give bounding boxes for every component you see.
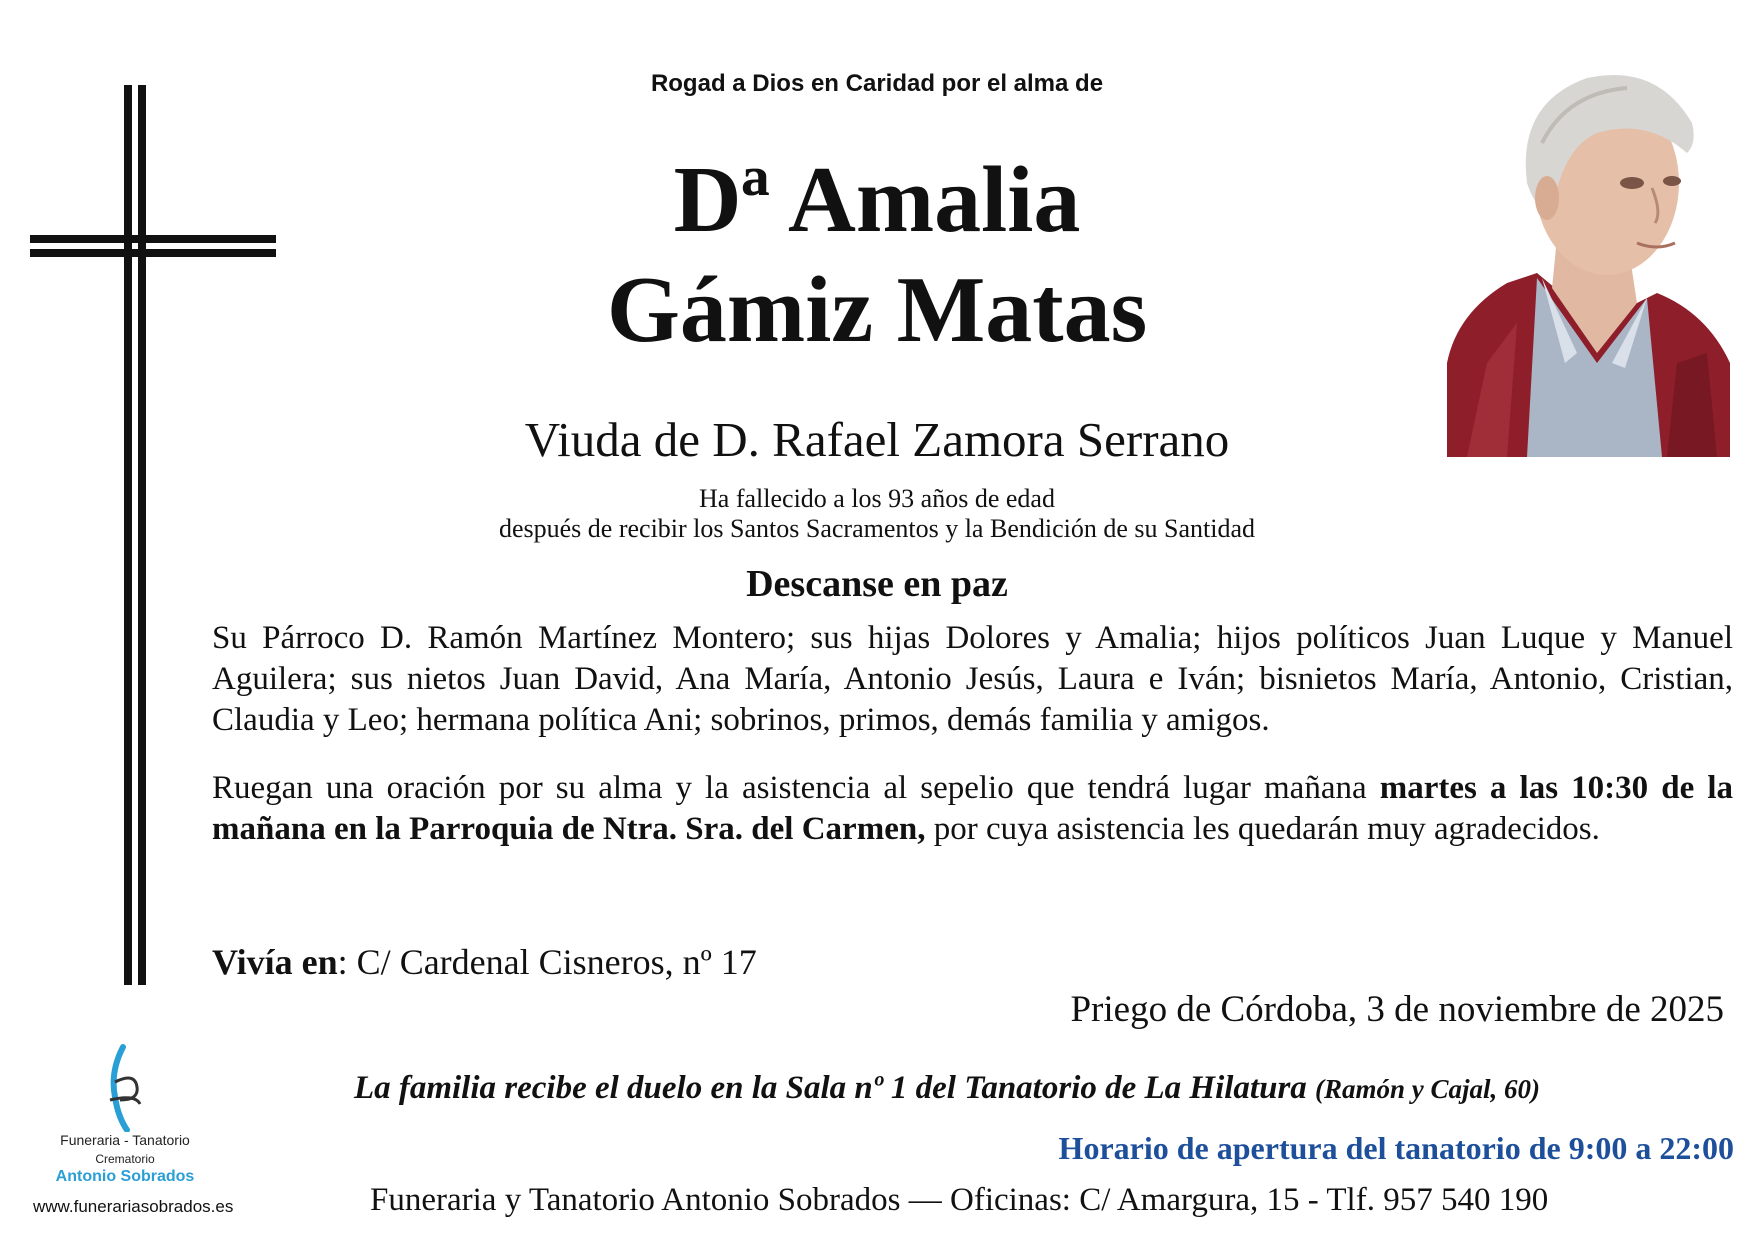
- funeral-home-logo-icon: [85, 1042, 165, 1132]
- wake-text: La familia recibe el duelo en la Sala nº 1 del Tanatorio de La Hilatura: [353, 1070, 1316, 1106]
- opening-hours: Horario de apertura del tanatorio de 9:00 a 22:00: [1058, 1130, 1734, 1166]
- burial-announcement: [212, 768, 1733, 850]
- funeral-home-contact: Funeraria y Tanatorio Antonio Sobrados — Oficinas: C/ Amargura, 15 - Tlf. 957 540 190: [370, 1182, 1549, 1218]
- prayer-closing: por cuya asistencia les quedarán muy agradecidos.: [925, 811, 1600, 847]
- residence-value: : C/ Cardenal Cisneros, nº 17: [337, 942, 757, 982]
- logo-text-line2: Crematorio: [95, 1152, 155, 1166]
- burial-time-place: martes a las 10:30 de la mañana en la Parroquia de Ntra. Sra. del Carmen,: [212, 770, 1733, 847]
- family-list: Su Párroco D. Ramón Martínez Montero; sus hijas Dolores y Amalia; hijos políticos Juan Luque y Manuel Aguilera; sus nietos Juan David, Ana María, Antonio Jesús, Laura e Iván; bisnietos María, Antonio, Cristian, Claudia y Leo; hermana política Ani; sobrinos, primos, demás familia y amigos.: [212, 620, 1733, 738]
- prayer-intro: Ruegan una oración por su alma y la asistencia al sepelio que tendrá lugar mañana: [212, 770, 1380, 806]
- age-text: Ha fallecido a los 93 años de edad: [699, 484, 1055, 513]
- header-line: Rogad a Dios en Caridad por el alma de: [650, 70, 1104, 97]
- wake-address: (Ramón y Cajal, 60): [1315, 1074, 1541, 1104]
- residence: [212, 941, 757, 983]
- logo-text-line1: Funeraria - Tanatorio: [60, 1132, 190, 1148]
- residence-label: Vivía en: [212, 942, 338, 982]
- place-date: Priego de Córdoba, 3 de noviembre de 2025: [1070, 989, 1724, 1030]
- rest-in-peace: Descanse en paz: [746, 563, 1008, 605]
- portrait-photo: [1447, 63, 1730, 457]
- widow-of: Viuda de D. Rafael Zamora Serrano: [524, 412, 1230, 467]
- sacraments-text: después de recibir los Santos Sacramentos y la Bendición de su Santidad: [498, 514, 1255, 543]
- logo-brand-name: Antonio Sobrados: [55, 1168, 195, 1185]
- deceased-name-line1: Dª Amalia: [673, 148, 1081, 252]
- wake-info: [0, 1068, 1754, 1109]
- deceased-name-line2: Gámiz Matas: [606, 258, 1148, 362]
- website-link[interactable]: www.funerariasobrados.es: [33, 1197, 234, 1216]
